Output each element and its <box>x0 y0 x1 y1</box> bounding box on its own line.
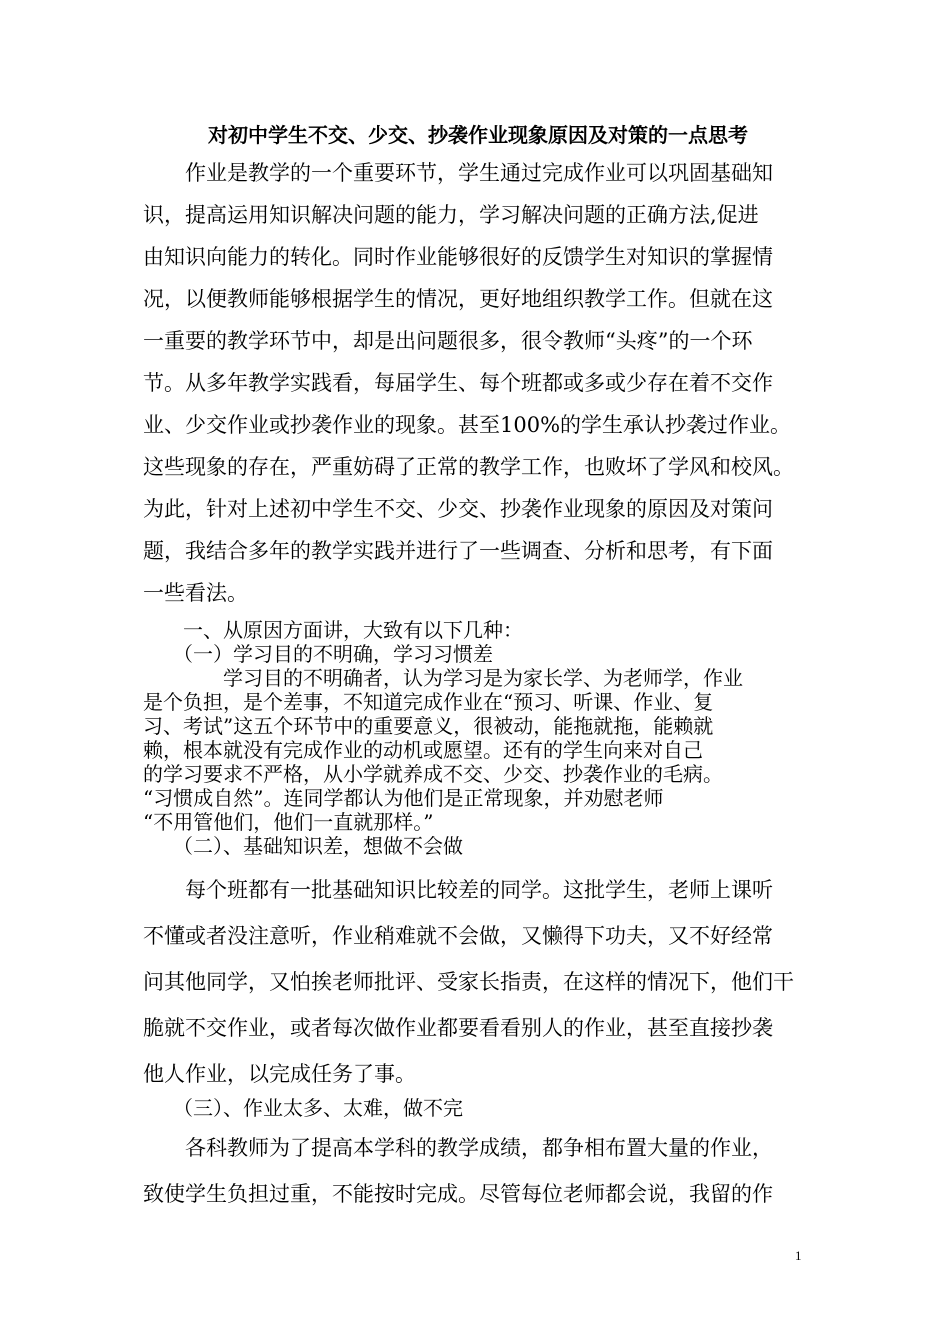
document-title: 对初中学生不交、少交、抄袭作业现象原因及对策的一点思考 <box>208 123 748 147</box>
intro-line: 业、少交作业或抄袭作业的现象。甚至100%的学生承认抄袭过作业。 <box>143 413 792 437</box>
subsection-heading: （三）、作业太多、太难，做不完 <box>143 1096 463 1120</box>
intro-line: 况，以便教师能够根据学生的情况，更好地组织教学工作。但就在这 <box>143 287 773 311</box>
intro-line: 一重要的教学环节中，却是出问题很多，很令教师“头疼”的一个环 <box>143 329 753 353</box>
body-line: 习、考试”这五个环节中的重要意义，很被动，能拖就拖，能赖就 <box>143 714 714 738</box>
intro-line: 一些看法。 <box>143 581 248 605</box>
section-heading: 一、从原因方面讲，大致有以下几种： <box>143 618 523 642</box>
body-line: 不懂或者没注意听，作业稍难就不会做，又懒得下功夫，又不好经常 <box>143 924 773 948</box>
intro-line: 题，我结合多年的教学实践并进行了一些调查、分析和思考，有下面 <box>143 539 773 563</box>
body-line: 学习目的不明确者，认为学习是为家长学、为老师学，作业 <box>143 666 743 690</box>
intro-line: 为此，针对上述初中学生不交、少交、抄袭作业现象的原因及对策问 <box>143 497 773 521</box>
body-line: “不用管他们，他们一直就那样。” <box>143 810 434 834</box>
intro-line: 这些现象的存在，严重妨碍了正常的教学工作，也败坏了学风和校风。 <box>143 455 794 479</box>
body-line: 他人作业，以完成任务了事。 <box>143 1062 416 1086</box>
subsection-heading: （一）学习目的不明确，学习习惯差 <box>143 642 493 666</box>
body-line: 赖，根本就没有完成作业的动机或愿望。还有的学生向来对自己 <box>143 738 703 762</box>
body-line: 是个负担，是个差事，不知道完成作业在“预习、听课、作业、复 <box>143 690 714 714</box>
intro-line: 节。从多年教学实践看，每届学生、每个班都或多或少存在着不交作 <box>143 371 773 395</box>
intro-line: 作业是教学的一个重要环节，学生通过完成作业可以巩固基础知 <box>143 161 773 185</box>
body-line: “习惯成自然”。连同学都认为他们是正常现象，并劝慰老师 <box>143 786 664 810</box>
intro-line: 由知识向能力的转化。同时作业能够很好的反馈学生对知识的掌握情 <box>143 245 773 269</box>
intro-line: 识，提高运用知识解决问题的能力，学习解决问题的正确方法,促进 <box>143 203 759 227</box>
body-line: 致使学生负担过重，不能按时完成。尽管每位老师都会说，我留的作 <box>143 1182 773 1206</box>
body-line: 问其他同学，又怕挨老师批评、受家长指责，在这样的情况下，他们干 <box>143 970 794 994</box>
body-line: 脆就不交作业，或者每次做作业都要看看别人的作业，甚至直接抄袭 <box>143 1016 773 1040</box>
body-line: 各科教师为了提高本学科的教学成绩，都争相布置大量的作业， <box>143 1136 773 1160</box>
page-number: 1 <box>795 1248 802 1263</box>
body-line: 的学习要求不严格，从小学就养成不交、少交、抄袭作业的毛病。 <box>143 762 723 786</box>
subsection-heading: （二）、基础知识差，想做不会做 <box>143 834 463 858</box>
body-line: 每个班都有一批基础知识比较差的同学。这批学生，老师上课听 <box>143 878 773 902</box>
